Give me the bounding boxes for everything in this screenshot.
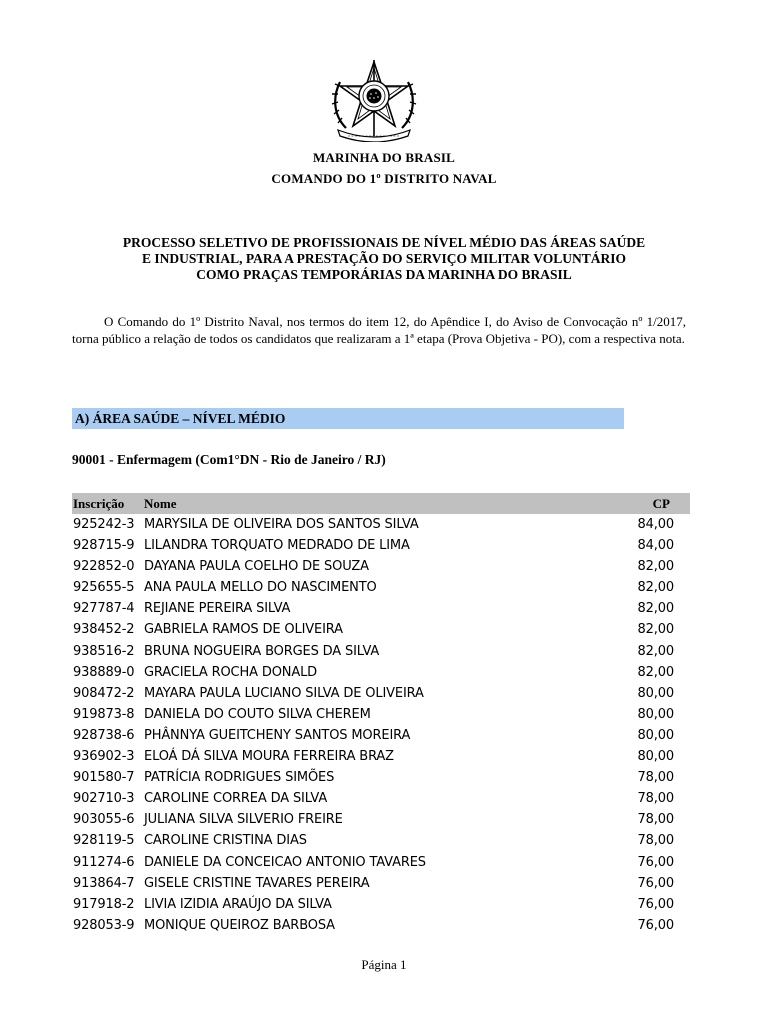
table-row xyxy=(72,788,690,809)
cell-nome: JULIANA SILVA SILVERIO FREIRE xyxy=(144,812,343,828)
cell-inscricao: 925655-5 xyxy=(73,580,135,596)
cell-cp: 80,00 xyxy=(637,685,674,701)
cell-cp: 82,00 xyxy=(637,664,674,680)
cell-cp: 82,00 xyxy=(637,601,674,617)
cell-cp: 80,00 xyxy=(637,727,674,743)
header-organization: MARINHA DO BRASIL xyxy=(312,150,456,165)
table-row xyxy=(72,641,690,662)
cell-nome: PATRÍCIA RODRIGUES SIMÕES xyxy=(144,770,335,786)
table-row xyxy=(72,873,690,894)
title-line-3: COMO PRAÇAS TEMPORÁRIAS DA MARINHA DO BRASIL xyxy=(196,267,572,282)
table-row xyxy=(72,577,690,598)
table-row xyxy=(72,852,690,873)
page-number: Página 1 xyxy=(361,957,407,972)
cell-cp: 76,00 xyxy=(637,875,674,891)
cell-cp: 80,00 xyxy=(637,749,674,765)
cell-inscricao: 938889-0 xyxy=(73,664,135,680)
cell-cp: 80,00 xyxy=(637,706,674,722)
cell-nome: GABRIELA RAMOS DE OLIVEIRA xyxy=(144,622,343,638)
cell-nome: MAYARA PAULA LUCIANO SILVA DE OLIVEIRA xyxy=(144,685,424,701)
cell-cp: 82,00 xyxy=(637,580,674,596)
title-line-2: E INDUSTRIAL, PARA A PRESTAÇÃO DO SERVIÇO MILITAR VOLUNTÁRIO xyxy=(142,251,626,266)
table-row xyxy=(72,662,690,683)
table-row xyxy=(72,830,690,851)
cell-inscricao: 925242-3 xyxy=(73,517,135,532)
cell-cp: 78,00 xyxy=(637,833,674,849)
cell-inscricao: 913864-7 xyxy=(73,875,135,891)
table-row xyxy=(72,619,690,640)
cell-nome: MONIQUE QUEIROZ BARBOSA xyxy=(144,917,335,933)
cell-cp: 76,00 xyxy=(637,896,674,912)
cell-cp: 84,00 xyxy=(637,538,674,554)
cell-nome: GRACIELA ROCHA DONALD xyxy=(144,664,318,680)
document-title xyxy=(60,235,708,283)
table-row xyxy=(72,915,690,936)
cell-nome: PHÂNNYA GUEITCHENY SANTOS MOREIRA xyxy=(144,727,411,743)
cell-nome: DANIELE DA CONCEICAO ANTONIO TAVARES xyxy=(144,854,426,870)
cell-cp: 76,00 xyxy=(637,917,674,933)
cell-inscricao: 928738-6 xyxy=(73,727,135,743)
cell-inscricao: 927787-4 xyxy=(73,601,135,617)
table-row xyxy=(72,535,690,556)
cell-nome: CAROLINE CORREA DA SILVA xyxy=(144,791,328,807)
table-row xyxy=(72,725,690,746)
cell-inscricao: 938452-2 xyxy=(73,622,135,638)
table-row xyxy=(72,598,690,619)
cell-cp: 78,00 xyxy=(637,770,674,786)
cell-nome: CAROLINE CRISTINA DIAS xyxy=(144,833,307,849)
brazil-coat-of-arms-icon xyxy=(324,58,424,142)
cell-inscricao: 902710-3 xyxy=(73,791,135,807)
table-row xyxy=(72,767,690,788)
intro-text: O Comando do 1º Distrito Naval, nos termos do item 12, do Apêndice I, do Aviso de Convocação nº 1/2017, torna público a relação de todos os candidatos que realizaram a 1ª etapa (Prova Objetiva - PO), com a respectiva nota. xyxy=(72,314,686,346)
table-row xyxy=(72,514,690,535)
cell-inscricao: 903055-6 xyxy=(73,812,135,828)
cell-nome: REJIANE PEREIRA SILVA xyxy=(144,601,291,617)
table-row xyxy=(72,746,690,767)
cell-inscricao: 928715-9 xyxy=(73,538,135,554)
candidate-table xyxy=(72,514,690,936)
table-row xyxy=(72,894,690,915)
table-header xyxy=(72,493,690,514)
cell-cp: 82,00 xyxy=(637,559,674,575)
column-header-cp: CP xyxy=(652,496,670,511)
subsection-heading: 90001 - Enfermagem (Com1°DN - Rio de Janeiro / RJ) xyxy=(72,452,386,467)
cell-cp: 78,00 xyxy=(637,791,674,807)
cell-nome: GISELE CRISTINE TAVARES PEREIRA xyxy=(144,875,370,891)
section-heading: A) ÁREA SAÚDE – NÍVEL MÉDIO xyxy=(72,408,624,429)
cell-nome: DANIELA DO COUTO SILVA CHEREM xyxy=(144,706,371,722)
cell-inscricao: 901580-7 xyxy=(73,770,135,786)
cell-cp: 84,00 xyxy=(637,517,674,532)
cell-cp: 82,00 xyxy=(637,622,674,638)
table-row xyxy=(72,556,690,577)
cell-inscricao: 911274-6 xyxy=(73,854,135,870)
cell-cp: 76,00 xyxy=(637,854,674,870)
title-line-1: PROCESSO SELETIVO DE PROFISSIONAIS DE NÍVEL MÉDIO DAS ÁREAS SAÚDE xyxy=(122,235,646,250)
column-header-nome: Nome xyxy=(144,496,177,511)
cell-nome: DAYANA PAULA COELHO DE SOUZA xyxy=(144,559,369,575)
cell-inscricao: 917918-2 xyxy=(73,896,135,912)
cell-nome: LILANDRA TORQUATO MEDRADO DE LIMA xyxy=(144,538,410,554)
cell-nome: ELOÁ DÁ SILVA MOURA FERREIRA BRAZ xyxy=(144,749,394,765)
column-header-inscricao: Inscrição xyxy=(73,496,125,511)
cell-inscricao: 908472-2 xyxy=(73,685,135,701)
cell-cp: 78,00 xyxy=(637,812,674,828)
cell-inscricao: 936902-3 xyxy=(73,749,135,765)
cell-inscricao: 938516-2 xyxy=(73,643,135,659)
cell-nome: BRUNA NOGUEIRA BORGES DA SILVA xyxy=(144,643,380,659)
cell-inscricao: 919873-8 xyxy=(73,706,135,722)
cell-inscricao: 928119-5 xyxy=(73,833,135,849)
cell-nome: MARYSILA DE OLIVEIRA DOS SANTOS SILVA xyxy=(144,517,419,532)
cell-inscricao: 922852-0 xyxy=(73,559,135,575)
table-row xyxy=(72,704,690,725)
cell-nome: LIVIA IZIDIA ARAÚJO DA SILVA xyxy=(144,896,332,912)
cell-nome: ANA PAULA MELLO DO NASCIMENTO xyxy=(144,580,377,596)
cell-cp: 82,00 xyxy=(637,643,674,659)
table-row xyxy=(72,683,690,704)
cell-inscricao: 928053-9 xyxy=(73,917,135,933)
intro-paragraph xyxy=(72,313,686,347)
table-row xyxy=(72,809,690,830)
header-command: COMANDO DO 1º DISTRITO NAVAL xyxy=(271,171,497,186)
